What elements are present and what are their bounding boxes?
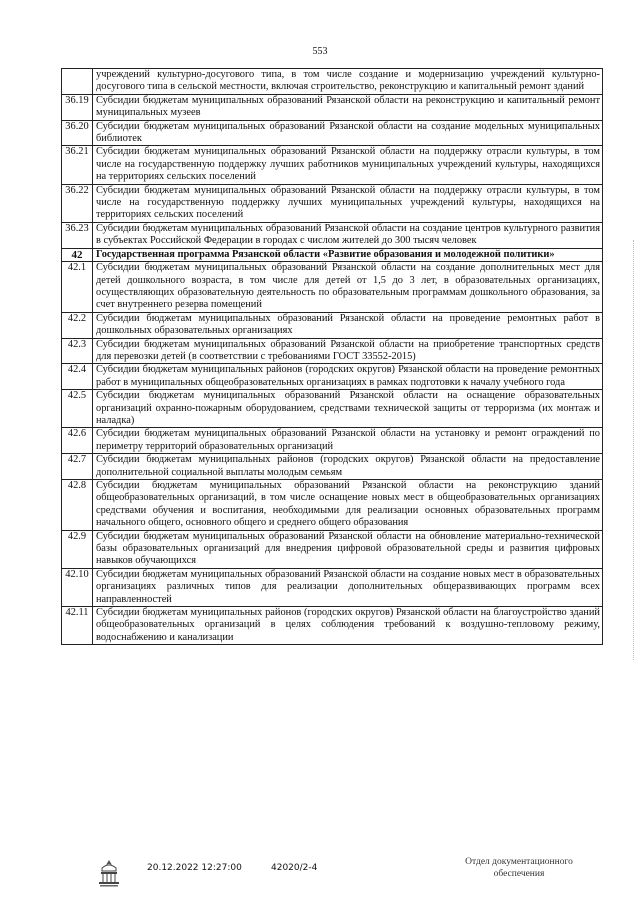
row-text: Субсидии бюджетам муниципальных образований Рязанской области на создание центров культурного развития в субъектах Российской Федерации в городах с числом жителей до 300 тысяч человек [93,222,603,248]
row-number: 42.11 [62,607,93,645]
row-number: 36.19 [62,94,93,120]
row-text: Субсидии бюджетам муниципальных образований Рязанской области на создание новых мест в образовательных организациях различных типов для реализации дополнительных общеразвивающих программ всех направленностей [93,568,603,606]
row-text: Субсидии бюджетам муниципальных образований Рязанской области на установку и ремонт ограждений по периметру территорий образовательных организаций [93,428,603,454]
row-text: Субсидии бюджетам муниципальных образований Рязанской области на проведение ремонтных работ в дошкольных образовательных организациях [93,312,603,338]
row-number [62,69,93,95]
row-number: 42.2 [62,312,93,338]
row-number: 36.22 [62,184,93,222]
table-row [62,364,603,390]
table-row [62,262,603,313]
row-number: 36.20 [62,120,93,146]
table-row [62,390,603,428]
row-text: Субсидии бюджетам муниципальных образований Рязанской области на создание дополнительных мест для детей дошкольного возраста, в том числе для детей от 1,5 до 3 лет, в образовательных организациях, осуществляющих образовательную деятельность по образовательным программам дошкольного образования, за счет внутреннего резерва помещений [93,262,603,313]
table-row [62,120,603,146]
page-number: 553 [312,46,328,57]
table-row [62,568,603,606]
row-number: 42.9 [62,530,93,568]
margin-scan-marks [631,240,634,660]
table-row [62,480,603,531]
table-row [62,184,603,222]
table-row [62,454,603,480]
section-row [62,248,603,261]
row-number: 42.3 [62,338,93,364]
row-text: Субсидии бюджетам муниципальных образований Рязанской области на реконструкцию и капитальный ремонт муниципальных музеев [93,94,603,120]
coat-of-arms-logo [96,858,122,888]
table-row [62,94,603,120]
table-row [62,530,603,568]
table-row [62,146,603,184]
row-number: 36.23 [62,222,93,248]
subsidies-table [61,68,603,645]
row-number: 42.5 [62,390,93,428]
page-footer [0,855,640,895]
table-row [62,69,603,95]
row-number: 42 [62,248,93,261]
row-number: 42.1 [62,262,93,313]
stamp-line-1: Отдел документационного [465,857,573,867]
row-text: Субсидии бюджетам муниципальных образований Рязанской области на поддержку отрасли культуры, в том числе на государственную поддержку лучших работников муниципальных учреждений культуры, находящихся на территориях сельских поселений [93,146,603,184]
row-number: 42.6 [62,428,93,454]
row-number: 42.7 [62,454,93,480]
row-number: 42.8 [62,480,93,531]
department-stamp [454,856,584,880]
row-number: 36.21 [62,146,93,184]
table-row [62,312,603,338]
row-text: Субсидии бюджетам муниципальных районов (городских округов) Рязанской области на предоставление дополнительной социальной выплаты молодым семьям [93,454,603,480]
row-text: Субсидии бюджетам муниципальных районов (городских округов) Рязанской области на благоустройство зданий общеобразовательных организаций в целях соблюдения требований к воздушно-тепловому режиму, водоснабжению и канализации [93,607,603,645]
row-text: Субсидии бюджетам муниципальных образований Рязанской области на обновление материально-технической базы образовательных организаций для внедрения цифровой образовательной среды и развития цифровых навыков обучающихся [93,530,603,568]
row-text: Субсидии бюджетам муниципальных образований Рязанской области на создание модельных муниципальных библиотек [93,120,603,146]
table-row [62,338,603,364]
table-row [62,428,603,454]
row-text: учреждений культурно-досугового типа, в том числе создание и модернизацию учреждений культурно-досугового типа в сельской местности, включая строительство, реконструкцию и капитальный ремонт зданий [93,69,603,95]
table-body [62,69,603,645]
row-text: Субсидии бюджетам муниципальных образований Рязанской области на реконструкцию зданий общеобразовательных организаций, в том числе оснащение новых мест в общеобразовательных организациях средствами обучения и воспитания, необходимыми для реализации основных образовательных программ начального общего, основного общего и среднего общего образования [93,480,603,531]
row-text: Государственная программа Рязанской области «Развитие образования и молодежной политики» [93,248,603,261]
stamp-line-2: обеспечения [493,869,545,879]
footer-date: 20.12.2022 12:27:00 [147,863,242,873]
row-number: 42.4 [62,364,93,390]
table-row [62,607,603,645]
row-text: Субсидии бюджетам муниципальных образований Рязанской области на оснащение образовательных организаций охранно-пожарным оборудованием, средствами технической защиты от терроризма (их монтаж и наладка) [93,390,603,428]
row-text: Субсидии бюджетам муниципальных образований Рязанской области на поддержку отрасли культуры, в том числе на государственную поддержку лучших муниципальных учреждений культуры, находящихся на территориях сельских поселений [93,184,603,222]
row-text: Субсидии бюджетам муниципальных районов (городских округов) Рязанской области на проведение ремонтных работ в муниципальных общеобразовательных организациях в рамках подготовки к началу учебного года [93,364,603,390]
row-number: 42.10 [62,568,93,606]
row-text: Субсидии бюджетам муниципальных образований Рязанской области на приобретение транспортных средств для перевозки детей (в соответствии с требованиями ГОСТ 33552-2015) [93,338,603,364]
table-row [62,222,603,248]
footer-document-code: 42020/2-4 [271,863,318,873]
